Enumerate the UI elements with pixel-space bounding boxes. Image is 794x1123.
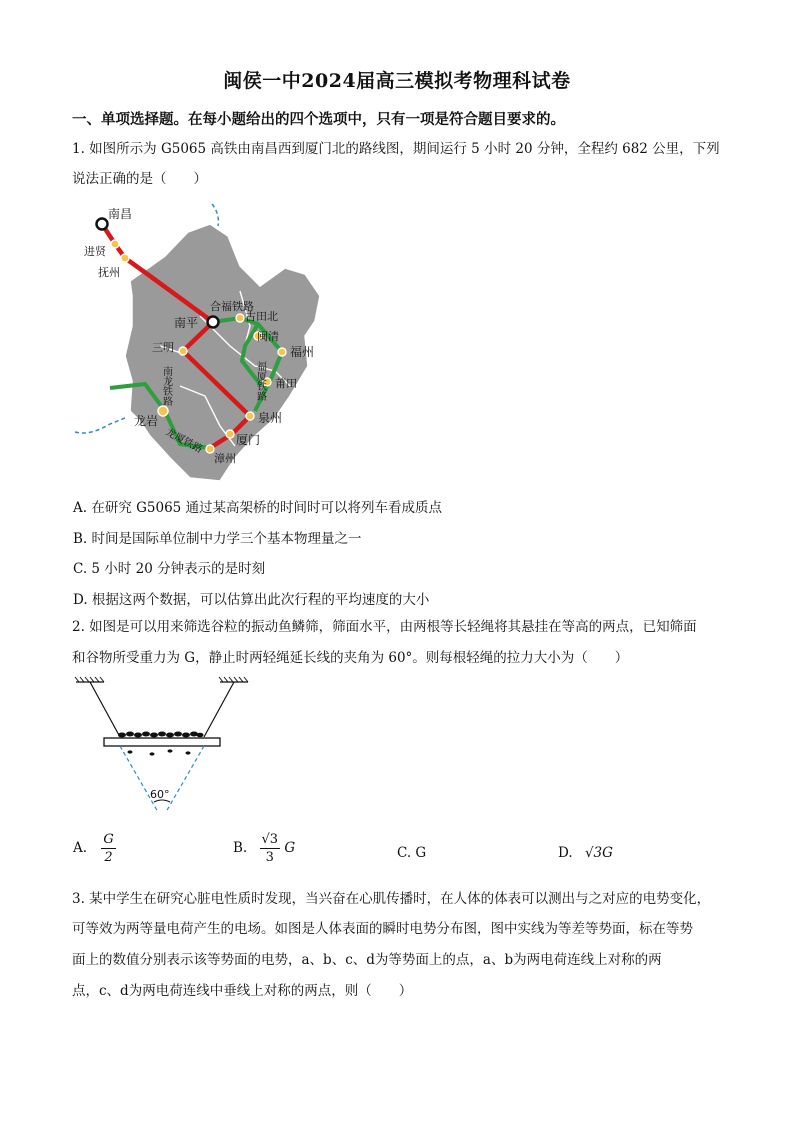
label-zhangzhou: 漳州 — [214, 452, 236, 465]
q1-stem-line1: 1. 如图所示为 G5065 高铁由南昌西到厦门北的路线图，期间运行 5 小时 20 分钟，全程约 682 公里，下列 — [72, 141, 720, 157]
label-jinxian: 进贤 — [84, 245, 106, 258]
q1-stem-line2: 说法正确的是（ ） — [72, 171, 207, 187]
q2-stem-line1: 2. 如图是可以用来筛选谷粒的振动鱼鳞筛，筛面水平，由两根等长轻绳将其悬挂在等高的两点，已知筛面 — [72, 619, 697, 635]
q3-stem-line3: 面上的数值分别表示该等势面的电势，a、b、c、d为等势面上的点，a、b为两电荷连线上对称的两 — [72, 952, 662, 968]
label-nanlong: 南龙铁路 — [160, 366, 172, 406]
q2-option-d — [558, 845, 613, 861]
q2-option-a-denominator: 2 — [104, 850, 113, 865]
q2-option-a-numerator: G — [103, 832, 114, 847]
label-quanzhou: 泉州 — [258, 411, 283, 425]
label-longyan: 龙岩 — [134, 414, 159, 428]
q3-stem-line1: 3. 某中学生在研究心脏电性质时发现，当兴奋在心肌传播时，在人体的体表可以测出与之对应的电势变化， — [72, 891, 711, 907]
label-nanping: 南平 — [174, 316, 199, 330]
q2-option-b-denominator: 3 — [265, 850, 274, 865]
angle-label: 60° — [150, 788, 170, 801]
q2-option-b-label: B. — [233, 840, 248, 856]
q3-stem-line4: 点，c、d为两电荷连线中垂线上对称的两点，则（ ） — [72, 983, 413, 999]
q2-option-d-label: D. — [558, 845, 573, 861]
q3-stem-line2: 可等效为两等量电荷产生的电场。如图是人体表面的瞬时电势分布图，图中实线为等差等势面，标在等势 — [72, 921, 693, 937]
q2-option-b-numerator: √3 — [261, 832, 279, 847]
q2-option-c: C. G — [397, 845, 427, 861]
q2-option-a-label: A. — [73, 840, 88, 856]
q2-option-b-tail: G — [284, 840, 296, 856]
q2-option-a — [73, 832, 116, 865]
label-fuxia: 福厦铁路 — [254, 361, 266, 401]
q1-option-b: B. 时间是国际单位制中力学三个基本物理量之一 — [73, 531, 362, 547]
q2-option-d-value: √3G — [584, 845, 613, 861]
q2-option-b — [233, 832, 295, 865]
q1-option-d: D. 根据这两个数据，可以估算出此次行程的平均速度的大小 — [73, 592, 430, 608]
railway-map — [70, 196, 330, 486]
label-nanchang: 南昌 — [108, 207, 133, 221]
label-minqing: 闽清 — [257, 330, 279, 343]
section-heading: 一、单项选择题。在每小题给出的四个选项中，只有一项是符合题目要求的。 — [72, 111, 565, 128]
sieve-diagram — [70, 674, 255, 814]
page-title: 闽侯一中2024届高三模拟考物理科试卷 — [223, 70, 571, 92]
label-hefu: 合福铁路 — [210, 300, 254, 313]
label-sanming: 三明 — [152, 341, 174, 354]
label-xiamen: 厦门 — [236, 433, 261, 447]
q1-option-c: C. 5 小时 20 分钟表示的是时刻 — [73, 561, 266, 577]
label-fuzhou-jx: 抚州 — [98, 266, 120, 279]
q2-stem-line2: 和谷物所受重力为 G，静止时两轻绳延长线的夹角为 60°。则每根轻绳的拉力大小为（ ） — [72, 650, 629, 666]
label-longxia: 龙厦铁路 — [163, 426, 205, 456]
label-gutian: 古田北 — [245, 310, 278, 323]
q1-option-a: A. 在研究 G5065 通过某高架桥的时间时可以将列车看成质点 — [73, 500, 443, 516]
label-putian: 莆田 — [275, 377, 297, 390]
label-fuzhou: 福州 — [290, 345, 315, 359]
